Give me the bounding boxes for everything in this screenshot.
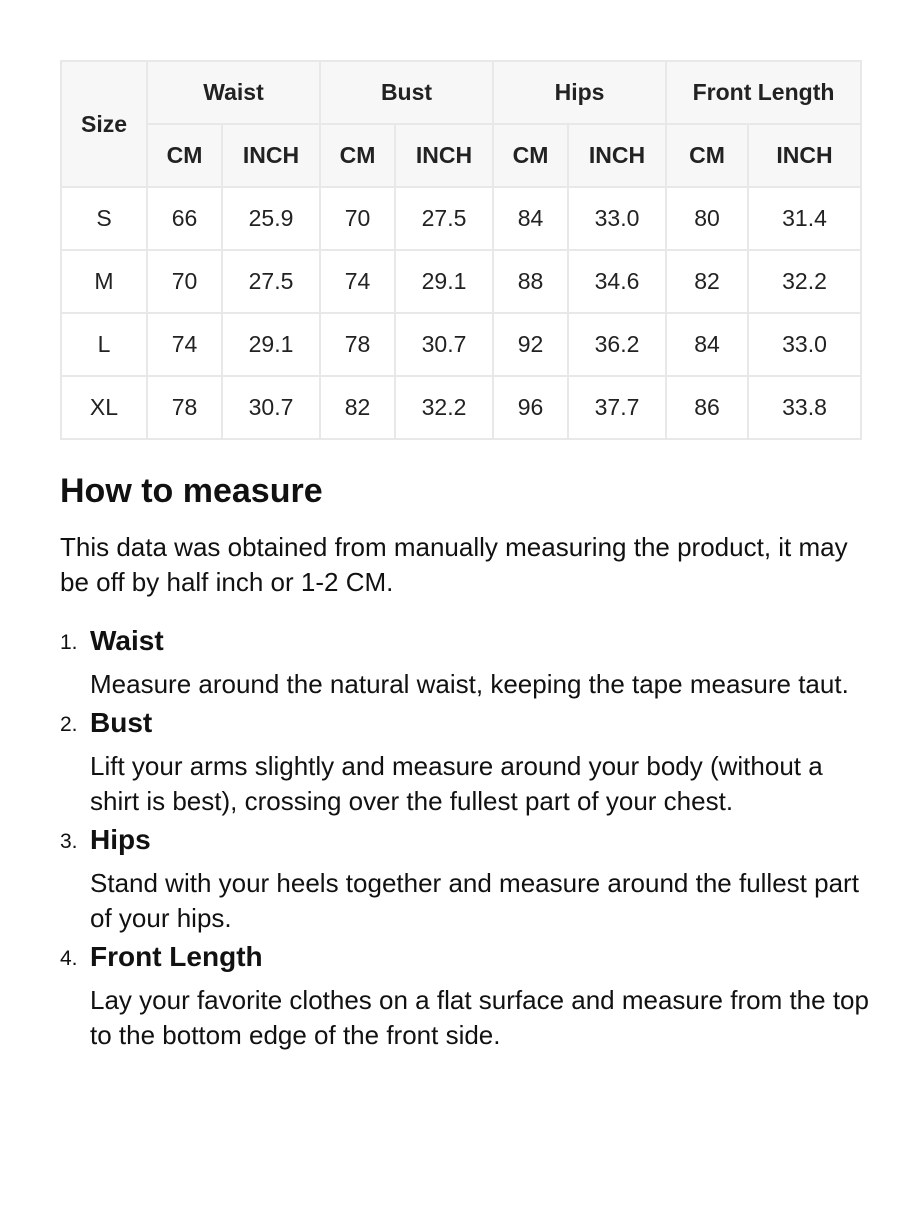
list-item: [60, 938, 870, 1053]
measure-steps-list: [60, 622, 870, 1055]
table-cell: 78: [320, 313, 395, 376]
table-cell: 74: [147, 313, 222, 376]
table-cell: 36.2: [568, 313, 666, 376]
step-number: 3.: [60, 830, 78, 853]
table-cell: 27.5: [222, 250, 320, 313]
front-length-header: Front Length: [666, 61, 861, 124]
size-cell: L: [61, 313, 147, 376]
size-cell: S: [61, 187, 147, 250]
table-cell: 31.4: [748, 187, 861, 250]
table-cell: 33.8: [748, 376, 861, 439]
step-description: Lay your favorite clothes on a flat surface and measure from the top to the bottom edge of the front side.: [90, 985, 869, 1050]
table-cell: 34.6: [568, 250, 666, 313]
step-title: Hips: [90, 824, 151, 855]
step-description: Stand with your heels together and measure around the fullest part of your hips.: [90, 868, 859, 933]
step-number: 1.: [60, 631, 78, 654]
intro-text: This data was obtained from manually measuring the product, it may be off by half inch or 1-2 CM.: [60, 532, 848, 597]
table-cell: 25.9: [222, 187, 320, 250]
table-cell: 29.1: [395, 250, 493, 313]
table-cell: 88: [493, 250, 568, 313]
table-cell: 32.2: [748, 250, 861, 313]
unit-header-row: [61, 124, 861, 187]
table-cell: 78: [147, 376, 222, 439]
size-chart-table: [60, 60, 862, 440]
step-title: Waist: [90, 625, 164, 656]
table-cell: 37.7: [568, 376, 666, 439]
table-cell: 70: [147, 250, 222, 313]
table-cell: 33.0: [748, 313, 861, 376]
table-cell: 32.2: [395, 376, 493, 439]
table-cell: 80: [666, 187, 748, 250]
table-row: [61, 250, 861, 313]
step-description: Measure around the natural waist, keeping the tape measure taut.: [90, 669, 849, 699]
group-header-row: [61, 61, 861, 124]
table-cell: 84: [493, 187, 568, 250]
table-cell: 92: [493, 313, 568, 376]
unit-header: INCH: [568, 124, 666, 187]
step-number: 4.: [60, 947, 78, 970]
table-cell: 74: [320, 250, 395, 313]
list-item: [60, 704, 870, 819]
table-cell: 82: [320, 376, 395, 439]
size-header: Size: [61, 61, 147, 187]
unit-header: INCH: [395, 124, 493, 187]
how-to-measure-title: How to measure: [60, 472, 323, 510]
step-number: 2.: [60, 713, 78, 736]
table-cell: 86: [666, 376, 748, 439]
unit-header: INCH: [222, 124, 320, 187]
table-cell: 84: [666, 313, 748, 376]
hips-header: Hips: [493, 61, 666, 124]
bust-header: Bust: [320, 61, 493, 124]
unit-header: CM: [493, 124, 568, 187]
table-cell: 70: [320, 187, 395, 250]
unit-header: CM: [147, 124, 222, 187]
table-cell: 30.7: [222, 376, 320, 439]
table-cell: 27.5: [395, 187, 493, 250]
table-cell: 66: [147, 187, 222, 250]
table-cell: 33.0: [568, 187, 666, 250]
table-cell: 30.7: [395, 313, 493, 376]
size-cell: XL: [61, 376, 147, 439]
list-item: [60, 821, 870, 936]
step-title: Front Length: [90, 941, 263, 972]
unit-header: INCH: [748, 124, 861, 187]
unit-header: CM: [666, 124, 748, 187]
table-cell: 96: [493, 376, 568, 439]
table-row: [61, 187, 861, 250]
table-row: [61, 313, 861, 376]
table-row: [61, 376, 861, 439]
table-cell: 82: [666, 250, 748, 313]
waist-header: Waist: [147, 61, 320, 124]
step-title: Bust: [90, 707, 153, 738]
table-cell: 29.1: [222, 313, 320, 376]
unit-header: CM: [320, 124, 395, 187]
step-description: Lift your arms slightly and measure around your body (without a shirt is best), crossing over the fullest part of your chest.: [90, 751, 823, 816]
list-item: [60, 622, 870, 702]
size-cell: M: [61, 250, 147, 313]
